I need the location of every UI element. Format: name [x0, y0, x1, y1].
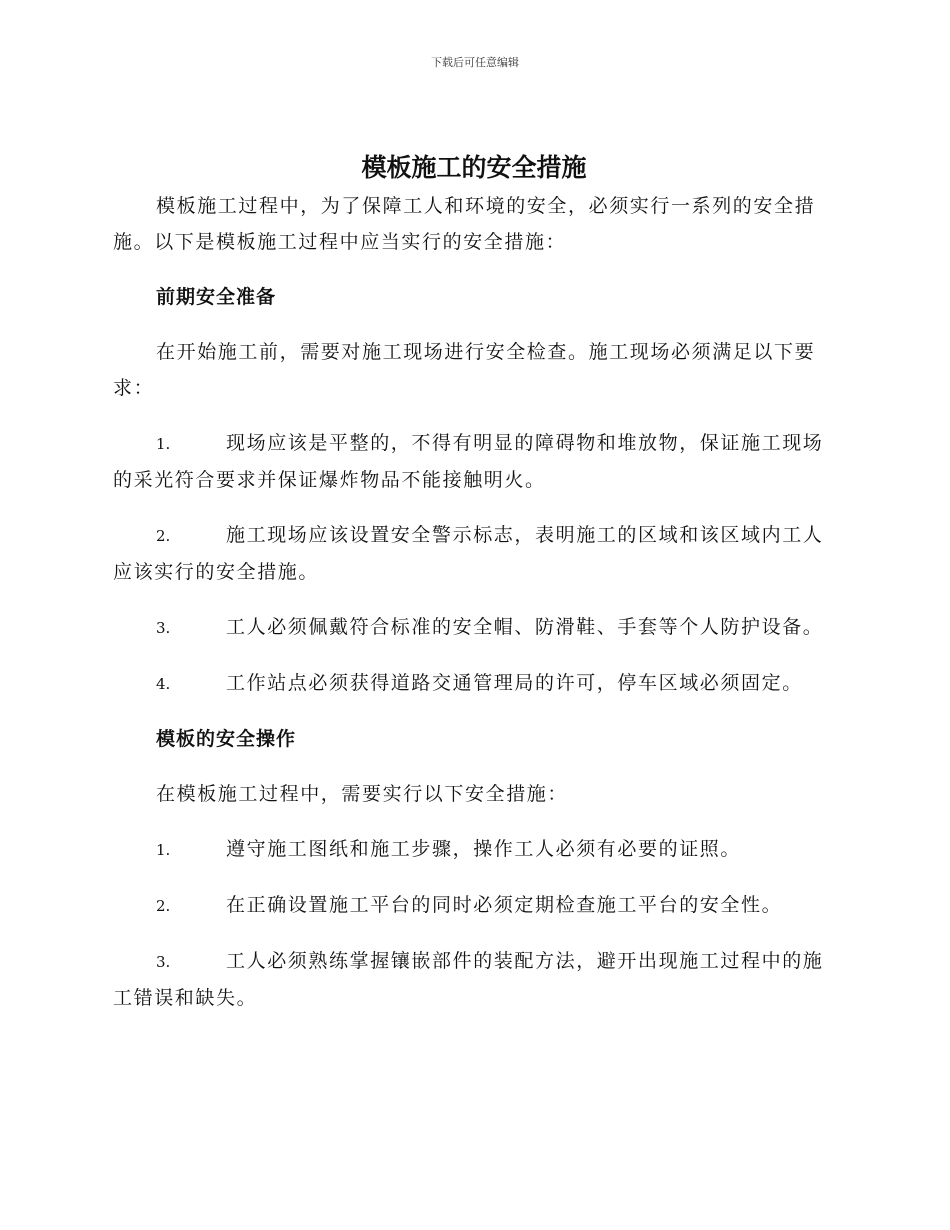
- list-item: [113, 887, 835, 924]
- list-item: [113, 943, 835, 1016]
- list-text: 工作站点必须获得道路交通管理局的许可，停车区域必须固定。: [226, 672, 803, 694]
- list-text: 工人必须熟练掌握镶嵌部件的装配方法，避开出现施工过程中的施工错误和缺失。: [113, 950, 824, 1009]
- list-text: 现场应该是平整的，不得有明显的障碍物和堆放物，保证施工现场的采光符合要求并保证爆炸物品不能接触明火。: [113, 432, 824, 491]
- list-number: 1.: [156, 841, 171, 859]
- header-note: 下载后可任意编辑: [431, 56, 519, 69]
- list-item: [113, 831, 835, 868]
- section1-intro: 在开始施工前，需要对施工现场进行安全检查。施工现场必须满足以下要求：: [113, 341, 816, 399]
- list-text: 遵守施工图纸和施工步骤，操作工人必须有必要的证照。: [226, 838, 742, 860]
- list-item: [113, 609, 835, 646]
- list-text: 施工现场应该设置安全警示标志，表明施工的区域和该区域内工人应该实行的安全措施。: [113, 524, 824, 583]
- list-number: 3.: [156, 953, 171, 971]
- list-number: 2.: [156, 897, 171, 915]
- list-number: 1.: [156, 435, 171, 453]
- document-title: 模板施工的安全措施: [361, 153, 587, 182]
- list-text: 在正确设置施工平台的同时必须定期检查施工平台的安全性。: [226, 894, 783, 916]
- section-heading-preparation: 前期安全准备: [156, 286, 277, 308]
- intro-paragraph: 模板施工过程中，为了保障工人和环境的安全，必须实行一系列的安全措施。以下是模板施工过程中应当实行的安全措施：: [113, 195, 816, 253]
- list-text: 工人必须佩戴符合标准的安全帽、防滑鞋、手套等个人防护设备。: [226, 616, 824, 638]
- list-item: [113, 665, 835, 702]
- list-number: 2.: [156, 527, 171, 545]
- list-number: 3.: [156, 619, 171, 637]
- section2-intro: 在模板施工过程中，需要实行以下安全措施：: [156, 783, 569, 805]
- list-item: [113, 517, 835, 590]
- section-heading-operation: 模板的安全操作: [156, 728, 297, 750]
- list-number: 4.: [156, 675, 171, 693]
- document-body: [113, 148, 835, 1016]
- list-item: [113, 425, 835, 498]
